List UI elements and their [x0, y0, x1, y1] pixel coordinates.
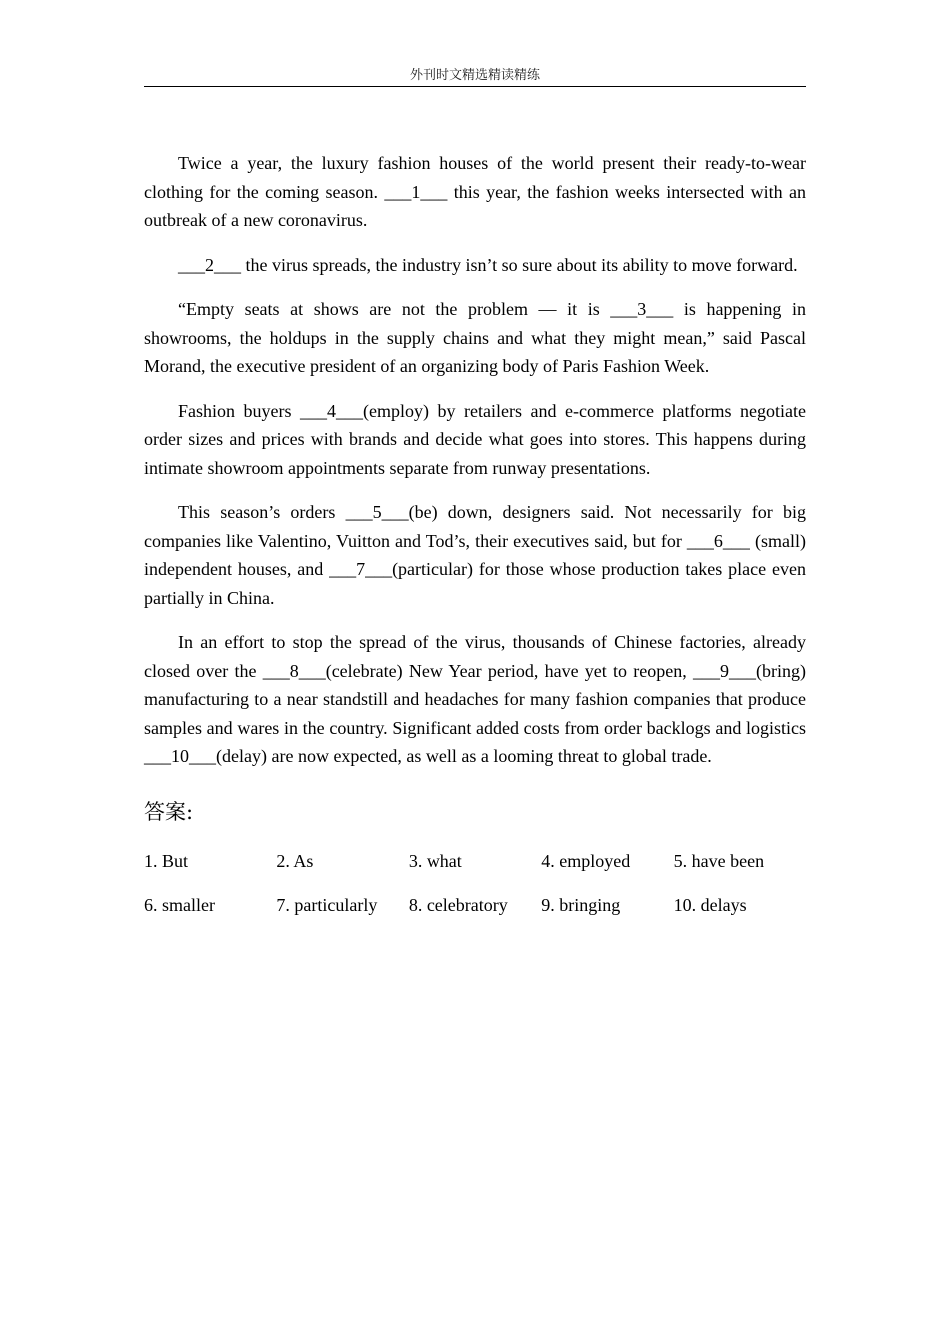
- document-body: [144, 149, 806, 927]
- answer-row-2: [144, 883, 806, 927]
- answer-item: 7. particularly: [276, 894, 378, 915]
- answer-item: 1. But: [144, 850, 189, 871]
- answer-item: 10. delays: [673, 894, 747, 915]
- answer-item: 5. have been: [673, 850, 765, 871]
- answer-item: 9. bringing: [541, 894, 621, 915]
- paragraph-3: “Empty seats at shows are not the problem — it is ___3___ is happening in showrooms, the holdups in the supply chains and what they might mean,” said Pascal Morand, the executive president of an organizing body of Paris Fashion Week.: [144, 299, 806, 376]
- answer-key: [144, 839, 806, 927]
- answer-item: 4. employed: [541, 850, 631, 871]
- paragraph-2: ___2___ the virus spreads, the industry isn’t so sure about its ability to move forward.: [178, 254, 798, 275]
- answer-row-1: [144, 839, 806, 883]
- answer-item: 6. smaller: [144, 894, 215, 915]
- answer-item: 3. what: [408, 850, 462, 871]
- paragraph-1: Twice a year, the luxury fashion houses of the world present their ready-to-wear clothing for the coming season. ___1___ this year, the fashion weeks intersected with an outbreak of a new coronavirus.: [144, 153, 806, 230]
- answer-heading: 答案:: [144, 799, 194, 824]
- paragraph-5: This season’s orders ___5___(be) down, designers said. Not necessarily for big companies like Valentino, Vuitton and Tod’s, their executives said, but for ___6___ (small) independent houses, and ___7___(particular) for those whose production takes place even partially in China.: [144, 502, 806, 608]
- answer-item: 8. celebratory: [408, 894, 508, 915]
- paragraph-4: Fashion buyers ___4___(employ) by retailers and e-commerce platforms negotiate order sizes and prices with brands and decide what goes into stores. This happens during intimate showroom appointments separate from runway presentations.: [144, 400, 806, 478]
- paragraph-6: In an effort to stop the spread of the virus, thousands of Chinese factories, already closed over the ___8___(celebrate) New Year period, have yet to reopen, ___9___(bring) manufacturing to a near standstill and headaches for many fashion companies that produce samples and wares in the country. Significant added costs from order backlogs and logistics ___10___(delay) are now expected, as well as a looming threat to global trade.: [144, 632, 806, 766]
- answer-item: 2. As: [276, 850, 314, 871]
- page-header: 外刊时文精选精读精练: [144, 66, 806, 87]
